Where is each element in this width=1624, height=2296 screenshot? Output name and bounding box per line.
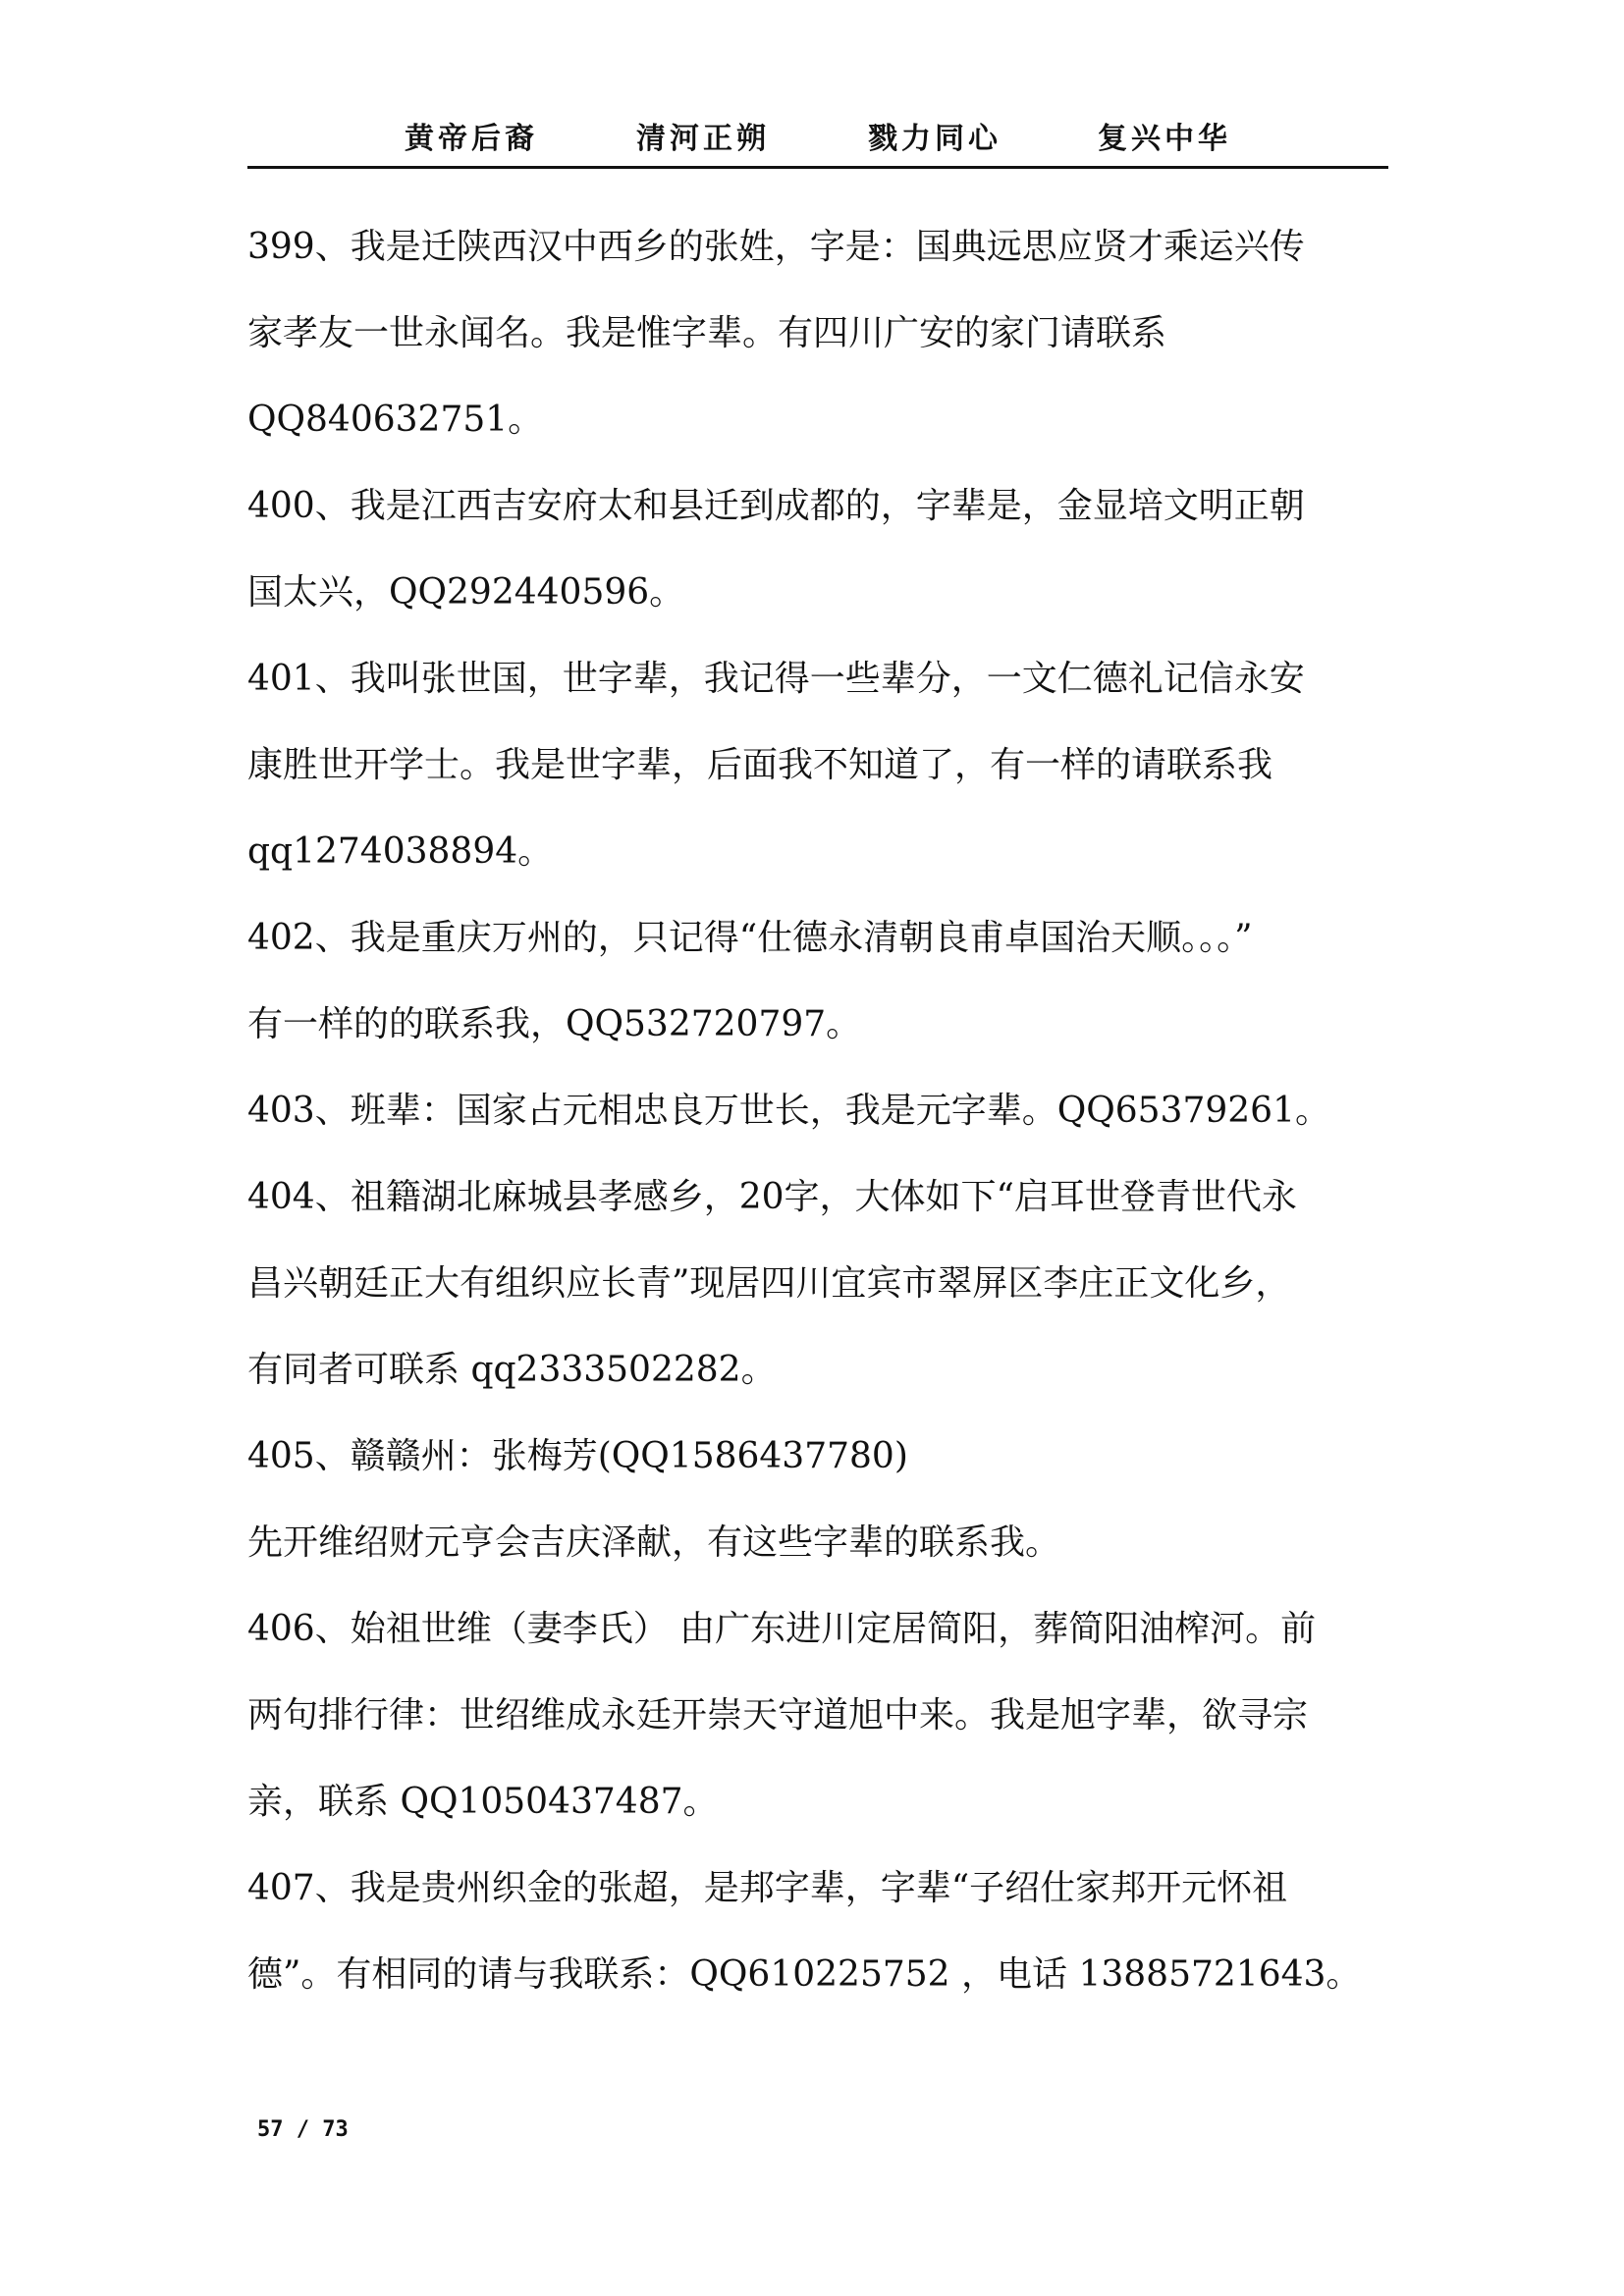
text-line: 家孝友一世永闻名。我是惟字辈。有四川广安的家门请联系 [247, 313, 1167, 353]
text-line: 德”。有相同的请与我联系：QQ610225752 ，电话 13885721643。 [247, 1954, 1362, 1995]
text-line: 402、我是重庆万州的，只记得“仕德永清朝良甫卓国治天顺。。。” [247, 918, 1253, 958]
header-motto: 复兴中华 [1098, 122, 1231, 156]
header-motto: 戮力同心 [868, 122, 1001, 156]
text-line: 407、我是贵州织金的张超，是邦字辈，字辈“子绍仕家邦开元怀祖 [247, 1868, 1288, 1908]
header-motto: 黄帝后裔 [405, 122, 538, 156]
text-line: 康胜世开学士。我是世字辈，后面我不知道了，有一样的请联系我 [247, 745, 1273, 785]
page-body [247, 204, 1391, 2018]
text-line: QQ840632751。 [247, 400, 544, 440]
text-line: 亲，联系 QQ1050437487。 [247, 1782, 719, 1822]
text-line: qq1274038894。 [247, 831, 554, 872]
page-number: 57 / 73 [257, 2117, 349, 2142]
text-line: 399、我是迁陕西汉中西乡的张姓，字是：国典远思应贤才乘运兴传 [247, 227, 1305, 267]
text-line: 403、班辈：国家占元相忠良万世长，我是元字辈。QQ65379261。 [247, 1091, 1330, 1131]
header-mottos [247, 120, 1388, 159]
text-line: 406、始祖世维（妻李氏） 由广东进川定居简阳，葬简阳油榨河。前 [247, 1609, 1317, 1649]
text-line: 405、赣赣州：张梅芳(QQ1586437780) [247, 1436, 908, 1476]
text-line: 昌兴朝廷正大有组织应长青”现居四川宜宾市翠屏区李庄正文化乡， [247, 1263, 1291, 1304]
text-line: 国太兴，QQ292440596。 [247, 572, 685, 613]
header-divider [247, 166, 1388, 169]
text-line: 400、我是江西吉安府太和县迁到成都的，字辈是，金显培文明正朝 [247, 486, 1305, 526]
text-line: 有同者可联系 qq2333502282。 [247, 1350, 777, 1390]
header-motto: 清河正朔 [636, 122, 770, 156]
text-line: 404、祖籍湖北麻城县孝感乡，20字，大体如下“启耳世登青世代永 [247, 1177, 1297, 1217]
text-line: 先开维绍财元亨会吉庆泽献，有这些字辈的联系我。 [247, 1522, 1061, 1563]
text-line: 两句排行律：世绍维成永廷开崇天守道旭中来。我是旭字辈，欲寻宗 [247, 1695, 1309, 1735]
text-line: 有一样的的联系我，QQ532720797。 [247, 1004, 862, 1044]
page-header [247, 110, 1388, 169]
text-line: 401、我叫张世国，世字辈，我记得一些辈分，一文仁德礼记信永安 [247, 659, 1305, 699]
